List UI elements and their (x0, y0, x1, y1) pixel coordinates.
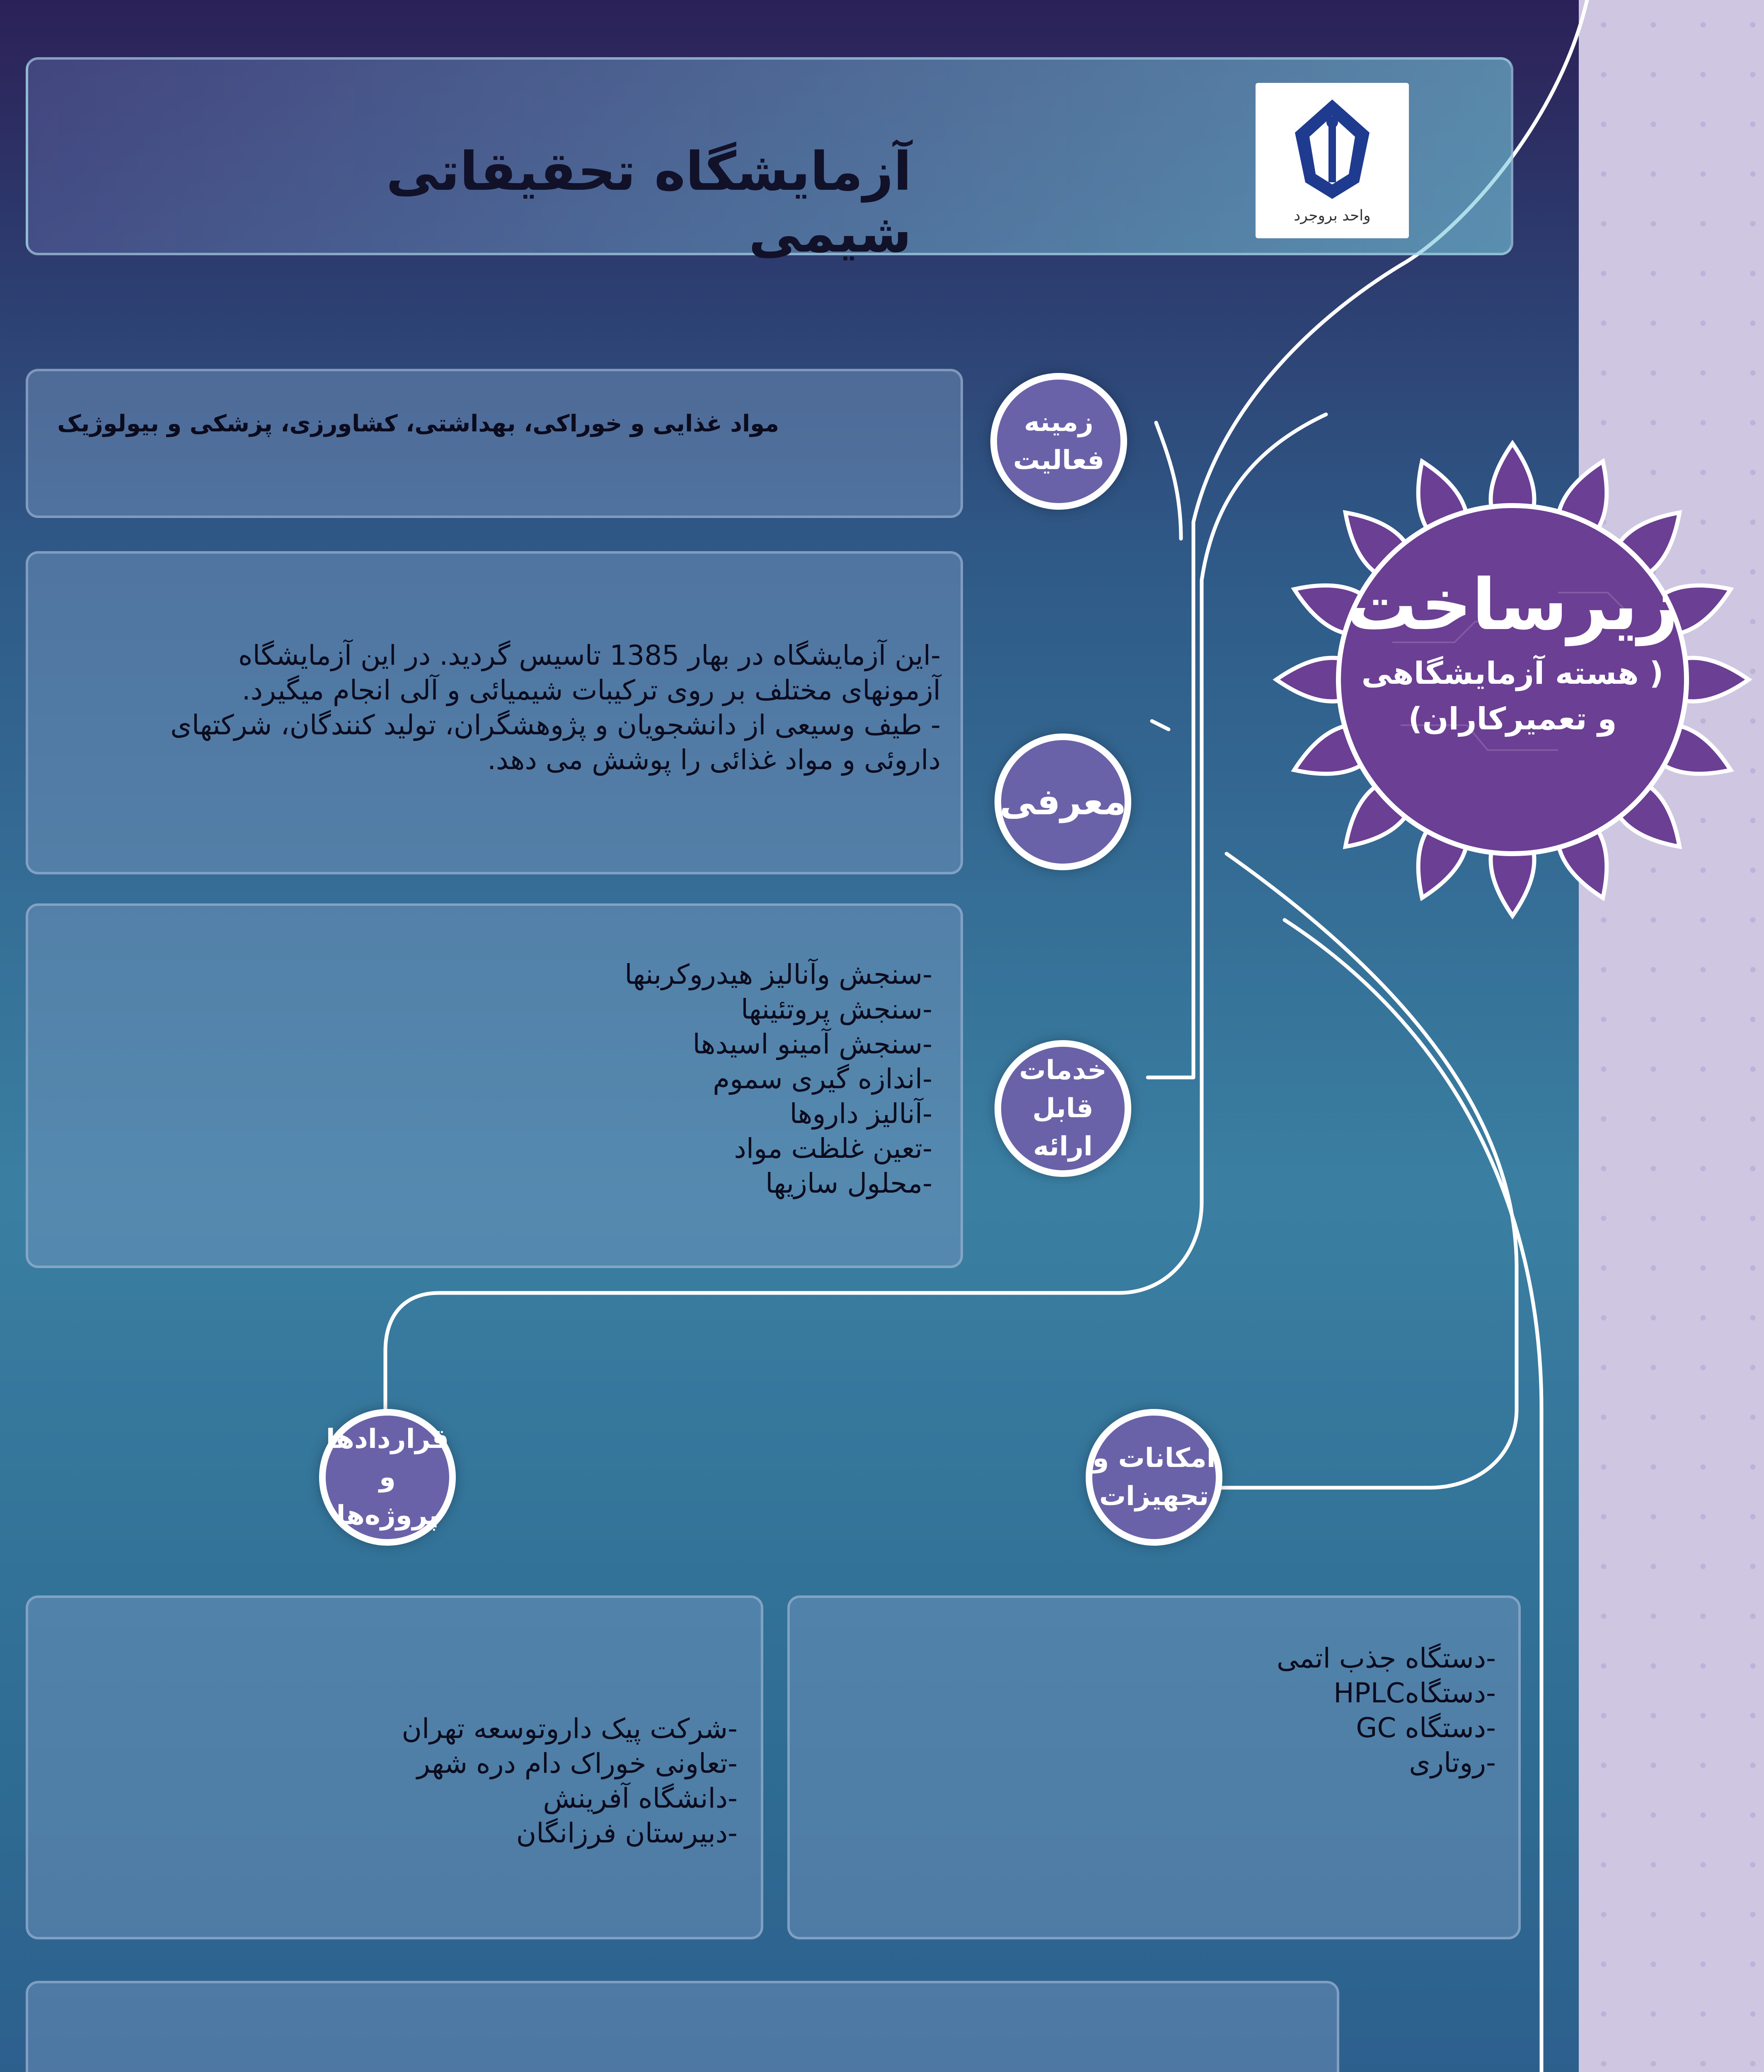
equipment-item: -دستگاه جذب اتمی (1277, 1642, 1496, 1674)
equipment-item: -روتاری (1409, 1747, 1496, 1779)
intro-label: معرفی (999, 780, 1126, 823)
equipment-item: -دستگاهHPLC (1333, 1677, 1496, 1709)
contract-item: -دبیرستان فرزانگان (516, 1817, 738, 1849)
services-label-1: خدمات (1019, 1055, 1107, 1086)
logo-caption: واحد بروجرد (1294, 207, 1371, 224)
page-title: آزمایشگاه تحقیقاتی شیمی (386, 141, 912, 264)
field-label-1: زمینه (1024, 407, 1094, 438)
intro-text (83, 638, 941, 777)
intro-line: آزمونهای مختلف بر روی ترکیبات شیمیائی و آلی انجام میگیرد. (242, 674, 941, 706)
equipment-label-2: تجهیزات (1099, 1481, 1209, 1512)
contract-item: -شرکت پیک داروتوسعه تهران (402, 1713, 738, 1745)
service-item: -آنالیز داروها (789, 1098, 932, 1130)
services-label-2: قابل ارائه (1032, 1093, 1094, 1162)
equipment-label-1: امکانات و (1092, 1443, 1216, 1474)
services-list (83, 957, 932, 1201)
contract-item: -دانشگاه آفرینش (543, 1782, 738, 1814)
intro-line: -این آزمایشگاه در بهار 1385 تاسیس گردید. در این آزمایشگاه (238, 639, 941, 671)
contracts-label-1: قراردادها و (326, 1424, 449, 1493)
badge-subtitle-1: ( هسته آزمایشگاهی (1361, 656, 1664, 691)
equipment-list (829, 1641, 1496, 1780)
field-text: مواد غذایی و خوراکی، بهداشتی، کشاورزی، پزشکی و بیولوژیک (57, 410, 779, 437)
service-item: -محلول سازیها (765, 1167, 932, 1199)
badge-title: زیرساخت (1346, 564, 1679, 646)
university-logo (1256, 83, 1409, 238)
contracts-circle (319, 1409, 456, 1546)
service-item: -سنجش پروتئینها (740, 993, 932, 1025)
field-panel (26, 369, 963, 518)
service-item: -تعین غلظت مواد (734, 1133, 932, 1164)
field-label-2: فعالیت (1013, 445, 1104, 476)
equipment-item: -دستگاه GC (1356, 1712, 1496, 1744)
badge-subtitle-2: و تعمیرکاران) (1408, 701, 1617, 737)
infrastructure-badge (1268, 435, 1757, 924)
intro-line: داروئی و مواد غذائی را پوشش می دهد. (487, 744, 941, 776)
intro-line: - طیف وسیعی از دانشجویان و پژوهشگران، تولید کنندگان، شرکتهای (170, 709, 941, 741)
services-circle (995, 1040, 1131, 1177)
contracts-label-2: پروژه‌ها (336, 1500, 439, 1531)
contract-item: -تعاونی خوراک دام دره شهر (416, 1748, 738, 1779)
service-item: -اندازه گیری سموم (713, 1063, 932, 1095)
service-item: -سنجش وآنالیز هیدروکربنها (624, 959, 932, 990)
service-item: -سنجش آمینو اسیدها (692, 1028, 932, 1060)
contracts-list (83, 1711, 738, 1851)
equipment-circle (1086, 1409, 1222, 1546)
intro-circle (995, 733, 1131, 870)
awards-panel (26, 1981, 1339, 2072)
field-circle (990, 373, 1127, 510)
